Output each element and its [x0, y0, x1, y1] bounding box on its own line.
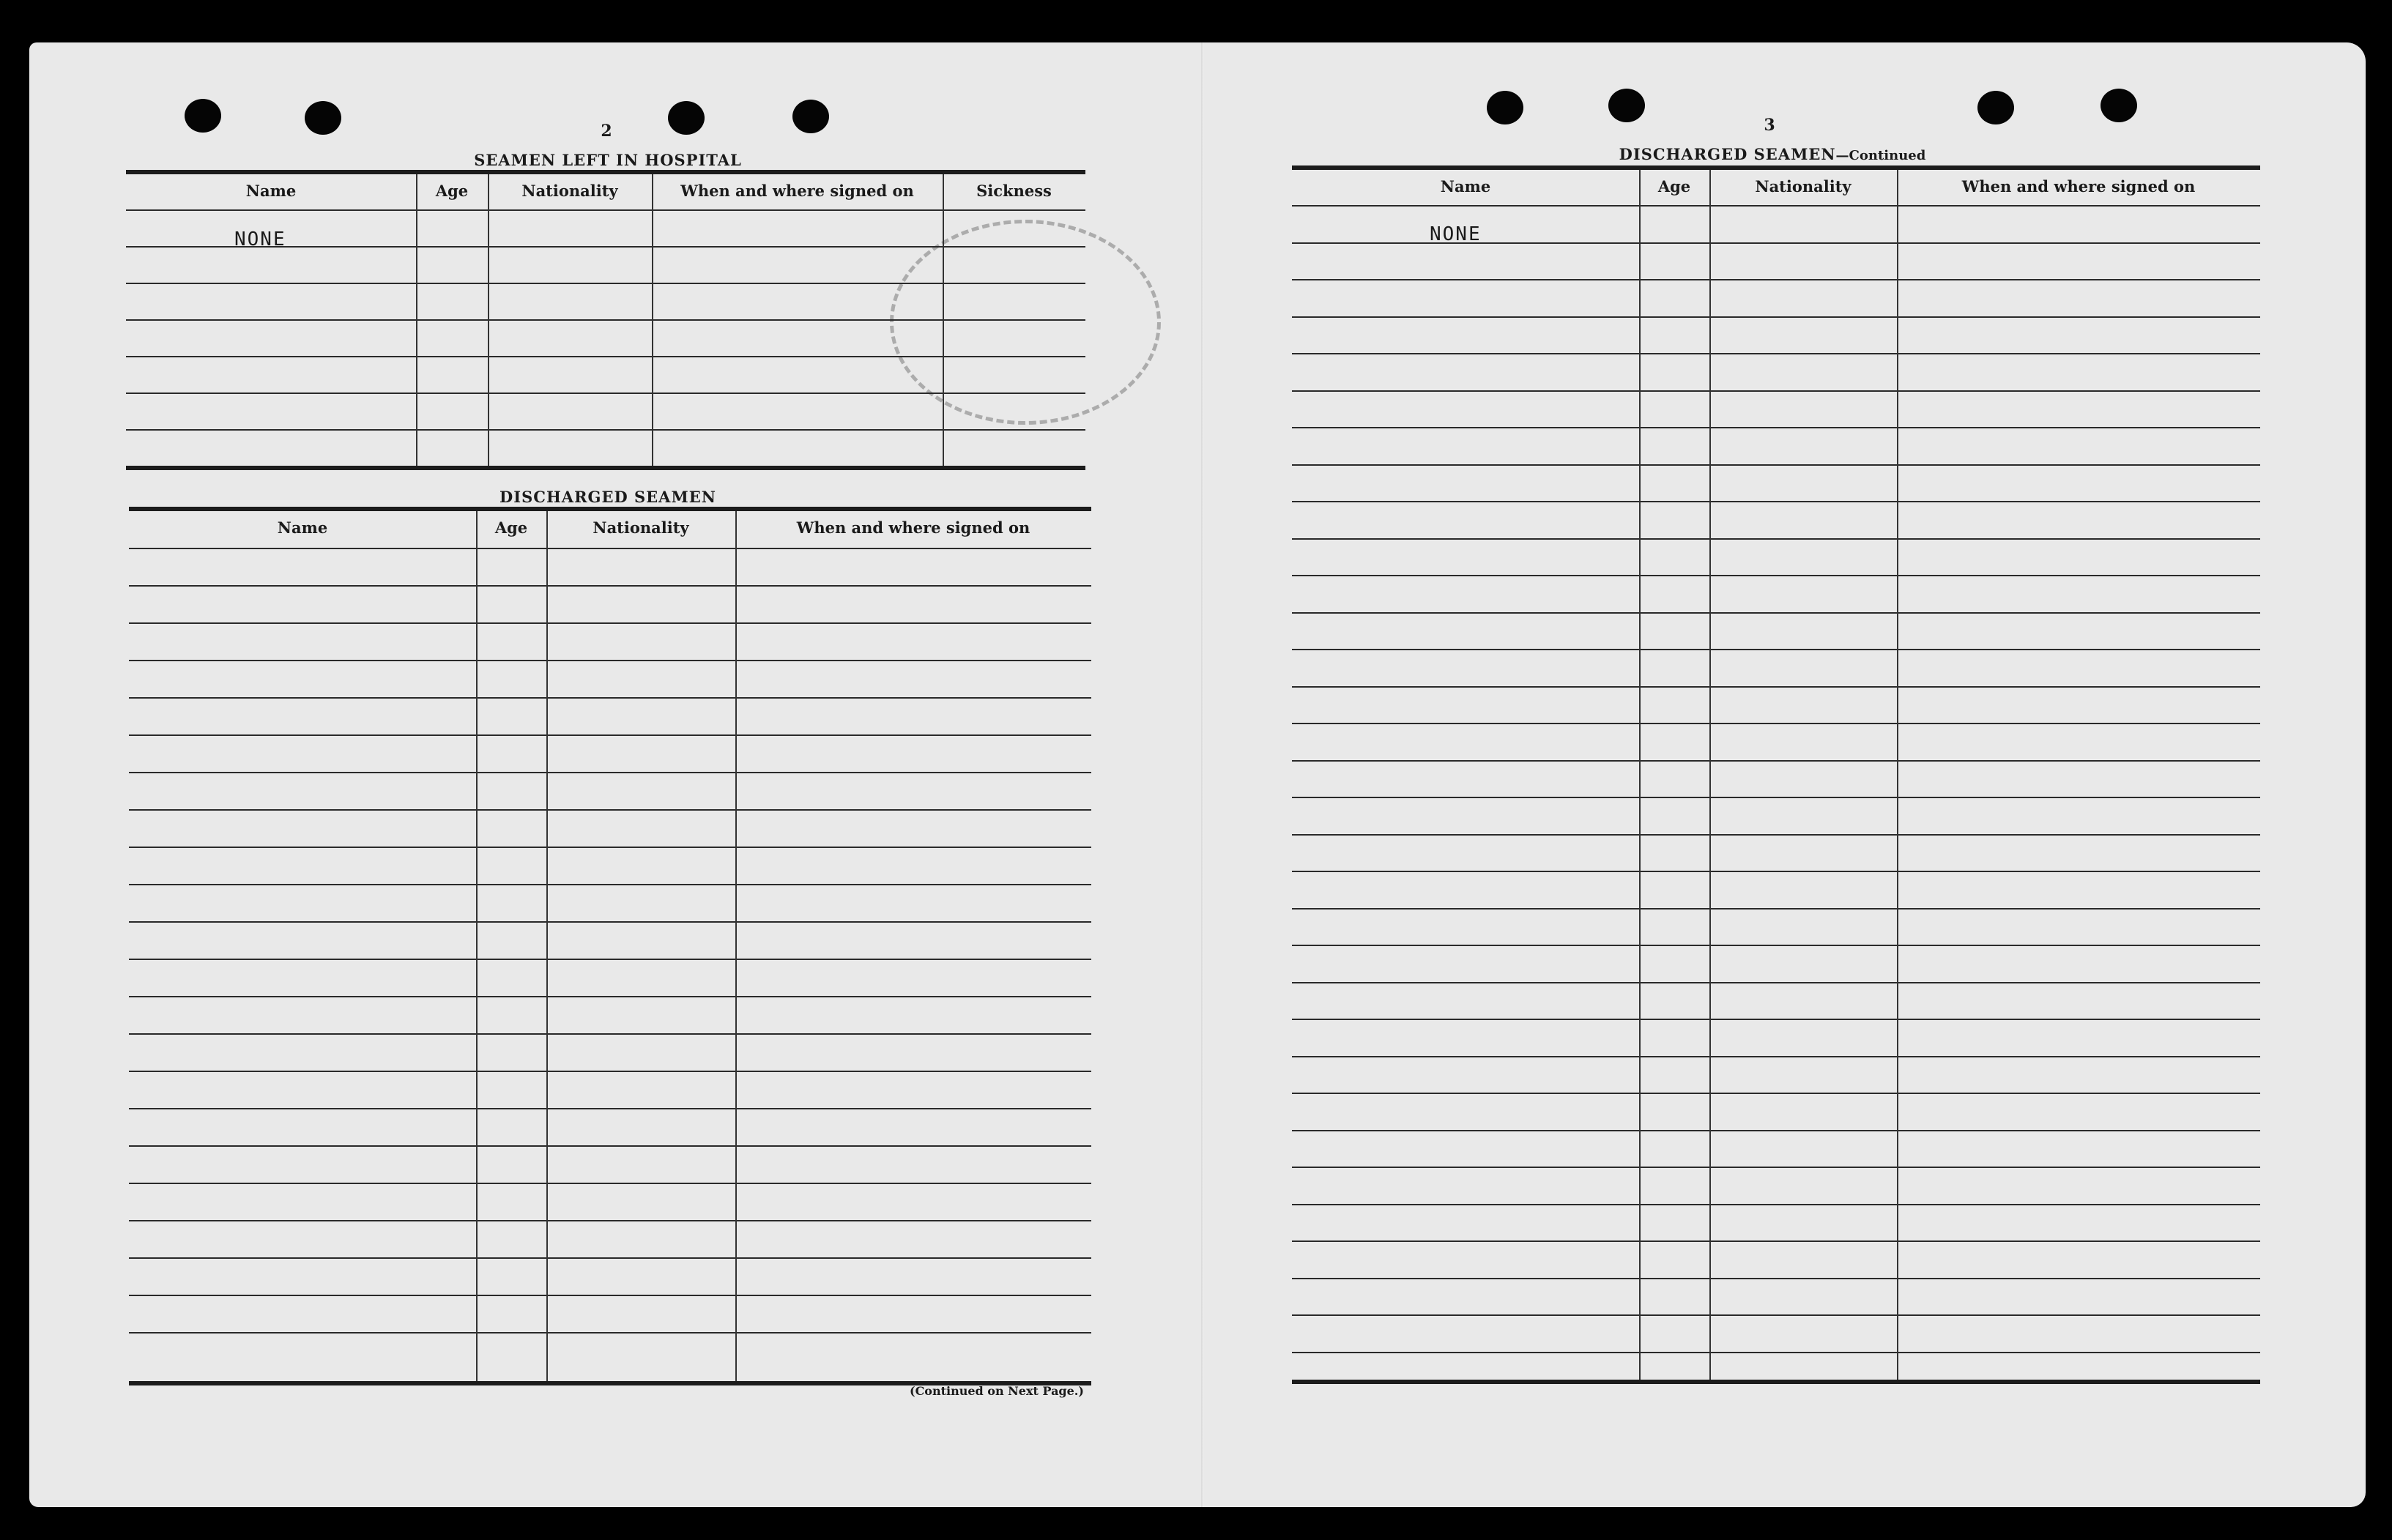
- discharged-continued-title: [1545, 145, 1999, 163]
- row-rule: [1292, 1056, 2260, 1057]
- row-rule: [1292, 871, 2260, 872]
- header-rule: [1292, 205, 2260, 207]
- row-rule: [126, 283, 1085, 284]
- column-rule: [652, 174, 653, 466]
- column-rule: [476, 511, 478, 1381]
- table-top-rule: [1292, 165, 2260, 170]
- column-rule: [1897, 170, 1898, 1380]
- row-rule: [126, 356, 1085, 357]
- row-rule: [129, 697, 1091, 699]
- row-rule: [1292, 797, 2260, 798]
- row-rule: [1292, 612, 2260, 614]
- row-rule: [1292, 501, 2260, 502]
- table-bottom-rule: [126, 466, 1085, 470]
- row-rule: [129, 1183, 1091, 1184]
- row-rule: [126, 393, 1085, 394]
- row-rule: [129, 1332, 1091, 1333]
- column-header: Age: [494, 518, 528, 537]
- row-rule: [129, 1108, 1091, 1109]
- column-header: Name: [245, 182, 297, 200]
- row-rule: [1292, 390, 2260, 392]
- row-rule: [1292, 464, 2260, 466]
- page-fold: [1201, 42, 1204, 1507]
- table-bottom-rule: [1292, 1380, 2260, 1384]
- discharged-title-text: DISCHARGED SEAMEN: [1619, 145, 1836, 163]
- row-rule: [126, 319, 1085, 321]
- column-header: Age: [435, 182, 469, 200]
- row-rule: [1292, 834, 2260, 836]
- column-header: Sickness: [976, 182, 1052, 200]
- column-header: Nationality: [593, 518, 689, 537]
- row-rule: [1292, 723, 2260, 724]
- column-rule: [735, 511, 737, 1381]
- row-rule: [129, 1295, 1091, 1296]
- row-rule: [1292, 649, 2260, 650]
- row-rule: [129, 809, 1091, 811]
- row-rule: [129, 772, 1091, 773]
- row-rule: [129, 660, 1091, 661]
- row-rule: [1292, 1240, 2260, 1242]
- punch-hole: [305, 101, 341, 135]
- column-rule: [488, 174, 489, 466]
- row-rule: [1292, 982, 2260, 983]
- row-rule: [129, 585, 1091, 587]
- row-rule: [1292, 279, 2260, 280]
- document-sheet: [29, 42, 2366, 1507]
- column-rule: [1639, 170, 1641, 1380]
- row-rule: [129, 996, 1091, 997]
- punch-hole: [2101, 89, 2137, 122]
- row-rule: [1292, 945, 2260, 946]
- row-rule: [1292, 1167, 2260, 1168]
- row-rule: [1292, 1130, 2260, 1131]
- column-header: When and where signed on: [1961, 177, 2196, 196]
- row-rule: [129, 959, 1091, 960]
- hospital-section-title: SEAMEN LEFT IN HOSPITAL: [474, 151, 742, 169]
- row-rule: [1292, 538, 2260, 540]
- punch-hole: [1608, 89, 1645, 122]
- page-number-left: 2: [601, 122, 612, 141]
- row-rule: [1292, 1093, 2260, 1094]
- row-rule: [129, 734, 1091, 736]
- row-rule: [129, 847, 1091, 848]
- column-rule: [1709, 170, 1711, 1380]
- continued-suffix: —Continued: [1835, 148, 1926, 163]
- row-rule: [1292, 1352, 2260, 1353]
- row-rule: [1292, 1278, 2260, 1279]
- row-rule: [1292, 316, 2260, 318]
- hospital-entry: NONE: [234, 228, 286, 250]
- row-rule: [1292, 908, 2260, 910]
- column-rule: [416, 174, 417, 466]
- row-rule: [129, 1033, 1091, 1035]
- column-header: Nationality: [521, 182, 618, 200]
- faded-stamp: [890, 220, 1161, 425]
- column-rule: [546, 511, 548, 1381]
- row-rule: [129, 1145, 1091, 1147]
- discharged-entry: NONE: [1430, 223, 1482, 245]
- punch-hole: [1487, 91, 1523, 124]
- column-header: Nationality: [1755, 177, 1851, 196]
- column-header: Name: [277, 518, 328, 537]
- row-rule: [129, 1257, 1091, 1259]
- discharged-section-title: DISCHARGED SEAMEN: [499, 488, 716, 506]
- column-header: Name: [1440, 177, 1491, 196]
- table-top-rule: [129, 507, 1091, 511]
- row-rule: [1292, 686, 2260, 688]
- header-rule: [129, 548, 1091, 549]
- punch-hole: [185, 99, 221, 133]
- row-rule: [129, 921, 1091, 923]
- punch-hole: [668, 101, 705, 135]
- table-top-rule: [126, 170, 1085, 174]
- row-rule: [1292, 1204, 2260, 1205]
- row-rule: [1292, 575, 2260, 576]
- continued-note: (Continued on Next Page.): [910, 1384, 1084, 1398]
- row-rule: [1292, 1019, 2260, 1020]
- column-header: Age: [1657, 177, 1691, 196]
- column-rule: [943, 174, 944, 466]
- page-number-right: 3: [1764, 116, 1775, 135]
- row-rule: [1292, 1314, 2260, 1316]
- row-rule: [129, 622, 1091, 624]
- row-rule: [1292, 427, 2260, 428]
- punch-hole: [1977, 91, 2014, 124]
- punch-hole: [792, 100, 829, 133]
- row-rule: [129, 1220, 1091, 1221]
- row-rule: [129, 1071, 1091, 1072]
- row-rule: [1292, 760, 2260, 762]
- column-header: When and where signed on: [796, 518, 1030, 537]
- row-rule: [129, 884, 1091, 885]
- column-header: When and where signed on: [680, 182, 914, 200]
- row-rule: [1292, 353, 2260, 354]
- row-rule: [126, 429, 1085, 431]
- header-rule: [126, 209, 1085, 211]
